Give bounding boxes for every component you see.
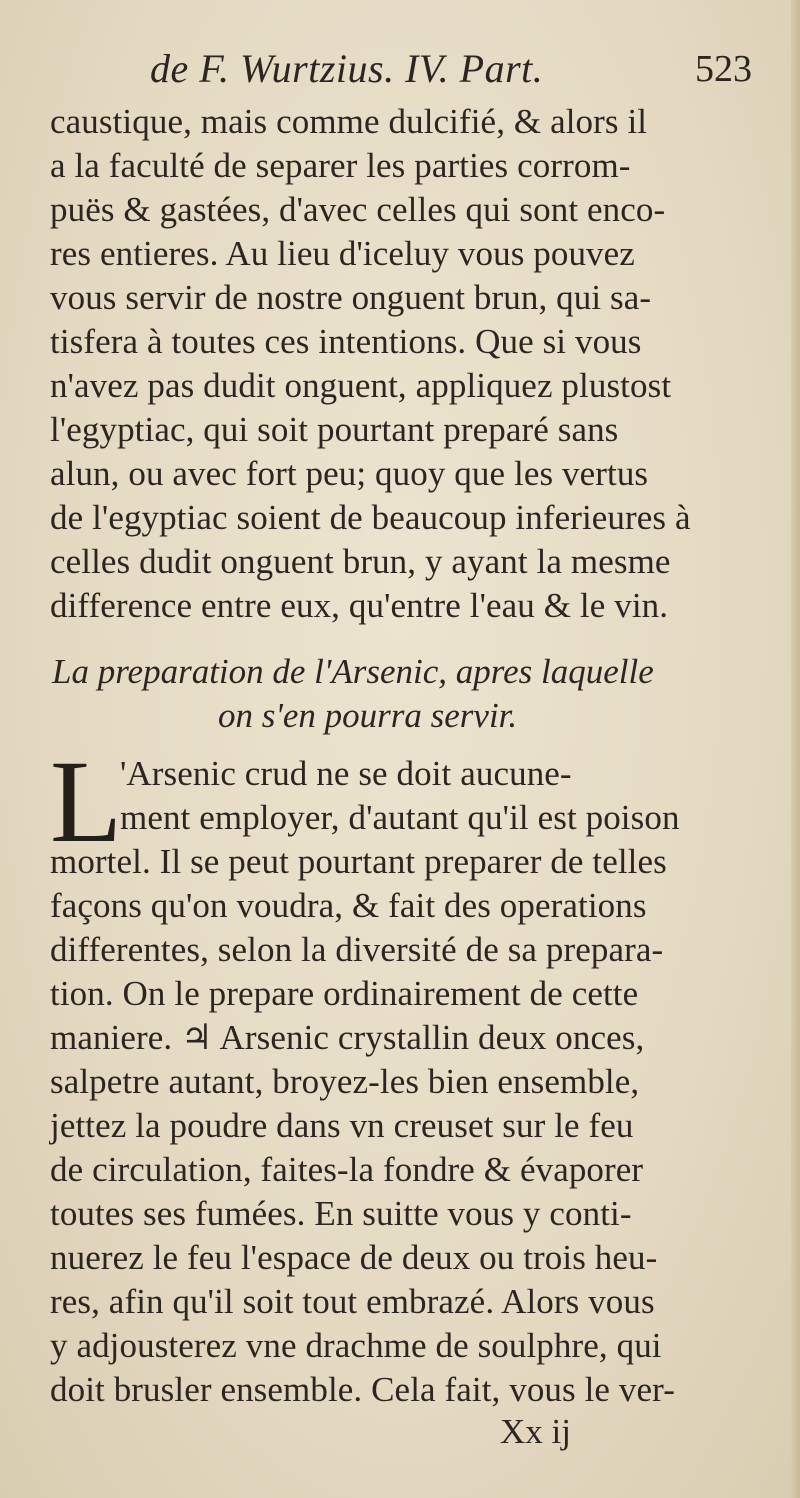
text-line: a la faculté de separer les parties corrom-: [50, 146, 631, 185]
text-line: mortel. Il se peut pourtant preparer de telles: [50, 842, 667, 881]
text-line: 'Arsenic crud ne se doit aucune-: [120, 754, 572, 793]
drop-cap: L: [50, 736, 123, 867]
text-line: vous servir de nostre onguent brun, qui sa-: [50, 278, 652, 317]
text-line: celles dudit onguent brun, y ayant la mesme: [50, 542, 671, 581]
section-heading-line-1: La preparation de l'Arsenic, apres laquelle: [52, 652, 654, 691]
text-line: de l'egyptiac soient de beaucoup inferieures à: [50, 498, 691, 537]
text-line: tion. On le prepare ordinairement de cette: [50, 974, 639, 1013]
text-line: difference entre eux, qu'entre l'eau & le vin.: [50, 586, 669, 625]
signature-mark: Xx ij: [500, 1412, 571, 1451]
text-line: maniere. ♃ Arsenic crystallin deux onces,: [50, 1018, 645, 1057]
text-line: toutes ses fumées. En suitte vous y conti-: [50, 1194, 632, 1233]
text-line: alun, ou avec fort peu; quoy que les vertus: [50, 454, 649, 493]
text-line: l'egyptiac, qui soit pourtant preparé sans: [50, 410, 619, 449]
page-edge: [791, 0, 800, 1498]
running-title: de F. Wurtzius. IV. Part.: [150, 46, 544, 91]
text-line: salpetre autant, broyez-les bien ensemble,: [50, 1062, 640, 1101]
text-line: ment employer, d'autant qu'il est poison: [120, 798, 680, 837]
page-number: 523: [695, 48, 752, 90]
running-header: [150, 44, 770, 94]
text-line: façons qu'on voudra, & fait des operations: [50, 886, 647, 925]
text-line: differentes, selon la diversité de sa prepara-: [50, 930, 664, 969]
text-line: n'avez pas dudit onguent, appliquez plustost: [50, 366, 672, 405]
text-line: doit brusler ensemble. Cela fait, vous le ver-: [50, 1370, 675, 1409]
text-line: res entieres. Au lieu d'iceluy vous pouvez: [50, 234, 635, 273]
section-heading-line-2: on s'en pourra servir.: [218, 696, 518, 735]
text-line: y adjousterez vne drachme de soulphre, qui: [50, 1326, 662, 1365]
text-line: de circulation, faites-la fondre & évaporer: [50, 1150, 644, 1189]
text-line: nuerez le feu l'espace de deux ou trois heu-: [50, 1238, 658, 1277]
text-line: tisfera à toutes ces intentions. Que si vous: [50, 322, 642, 361]
text-line: caustique, mais comme dulcifié, & alors il: [50, 102, 648, 141]
text-line: res, afin qu'il soit tout embrazé. Alors vous: [50, 1282, 655, 1321]
text-line: jettez la poudre dans vn creuset sur le feu: [50, 1106, 634, 1145]
text-line: puës & gastées, d'avec celles qui sont enco-: [50, 190, 666, 229]
